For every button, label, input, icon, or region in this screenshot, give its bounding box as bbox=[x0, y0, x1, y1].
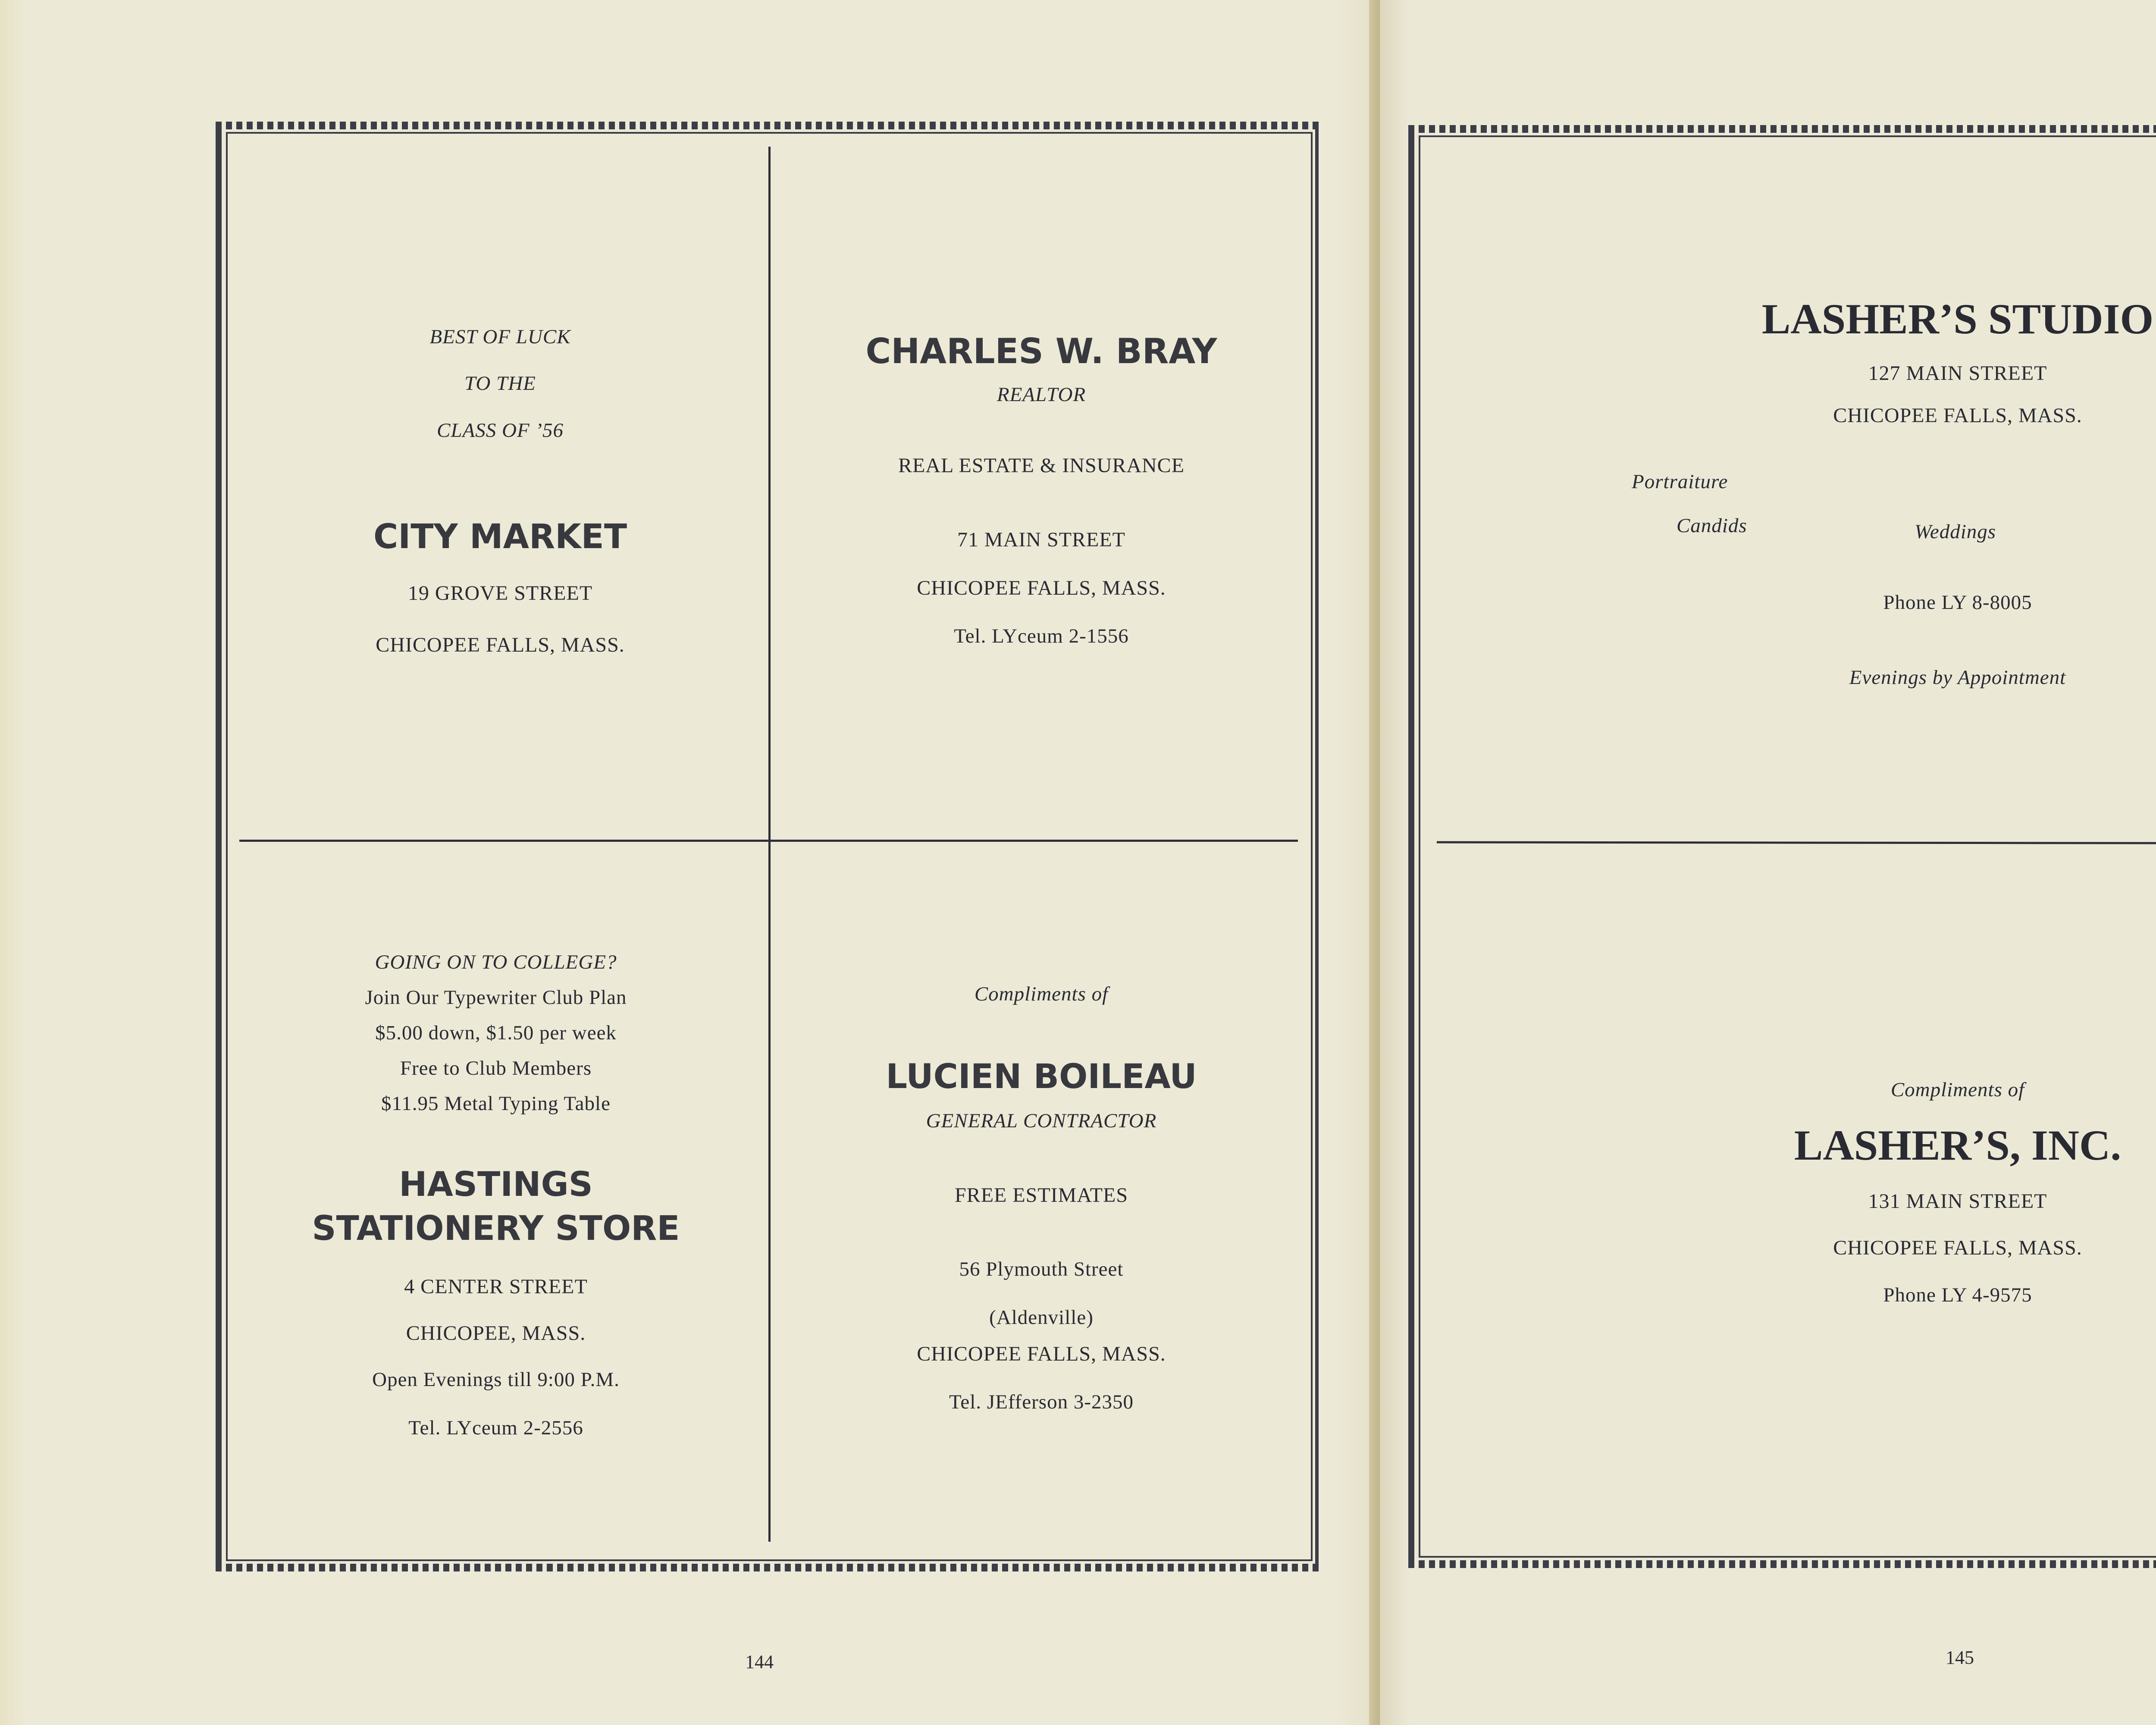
ad-heading: GOING ON TO COLLEGE? bbox=[375, 951, 617, 973]
greeting-line: BEST OF LUCK bbox=[429, 326, 571, 348]
services: REAL ESTATE & INSURANCE bbox=[898, 454, 1185, 477]
street-address: 127 MAIN STREET bbox=[1868, 362, 2047, 385]
business-name: STATIONERY STORE bbox=[312, 1209, 680, 1248]
left-horizontal-divider bbox=[239, 840, 1298, 842]
business-name: LASHER’S, INC. bbox=[1794, 1121, 2122, 1169]
compliments-of: Compliments of bbox=[1890, 1079, 2025, 1101]
business-name: HASTINGS bbox=[399, 1165, 593, 1204]
greeting-line: TO THE bbox=[464, 372, 536, 395]
area: (Aldenville) bbox=[989, 1306, 1094, 1329]
left-vertical-divider bbox=[768, 147, 771, 1542]
street-address: 71 MAIN STREET bbox=[957, 528, 1125, 551]
telephone: Phone LY 8-8005 bbox=[1883, 591, 2032, 614]
service-candids: Candids bbox=[1677, 514, 1747, 537]
ad-text-line: $5.00 down, $1.50 per week bbox=[375, 1022, 617, 1044]
ad-text-line: Free to Club Members bbox=[400, 1057, 592, 1079]
business-name: CITY MARKET bbox=[373, 518, 627, 556]
compliments-of: Compliments of bbox=[974, 983, 1109, 1005]
business-hours: Open Evenings till 9:00 P.M. bbox=[372, 1368, 620, 1391]
street-address: 131 MAIN STREET bbox=[1868, 1190, 2047, 1213]
ad-text-line: $11.95 Metal Typing Table bbox=[381, 1092, 611, 1115]
offer: FREE ESTIMATES bbox=[954, 1184, 1128, 1207]
telephone: Tel. LYceum 2-1556 bbox=[954, 625, 1129, 647]
business-title: REALTOR bbox=[997, 383, 1086, 406]
telephone: Phone LY 4-9575 bbox=[1883, 1284, 2032, 1306]
street-address: 4 CENTER STREET bbox=[404, 1275, 588, 1298]
telephone: Tel. JEfferson 3-2350 bbox=[949, 1391, 1134, 1413]
city-address: CHICOPEE FALLS, MASS. bbox=[1833, 1236, 2082, 1259]
city-address: CHICOPEE, MASS. bbox=[406, 1322, 586, 1345]
street-address: 56 Plymouth Street bbox=[959, 1258, 1124, 1280]
city-address: CHICOPEE FALLS, MASS. bbox=[917, 577, 1166, 599]
city-address: CHICOPEE FALLS, MASS. bbox=[376, 634, 625, 656]
page-number: 145 bbox=[1946, 1647, 1974, 1668]
business-title: GENERAL CONTRACTOR bbox=[926, 1110, 1157, 1132]
business-name: CHARLES W. BRAY bbox=[865, 331, 1217, 371]
service-weddings: Weddings bbox=[1915, 521, 1996, 543]
business-name: LASHER’S STUDIO bbox=[1761, 295, 2154, 343]
right-page bbox=[1380, 0, 2156, 1725]
street-address: 19 GROVE STREET bbox=[407, 582, 593, 605]
city-address: CHICOPEE FALLS, MASS. bbox=[917, 1342, 1166, 1365]
city-address: CHICOPEE FALLS, MASS. bbox=[1833, 404, 2082, 427]
ad-text-line: Join Our Typewriter Club Plan bbox=[365, 986, 627, 1009]
page-number: 144 bbox=[745, 1651, 774, 1672]
service-portraiture: Portraiture bbox=[1632, 470, 1728, 493]
business-name: LUCIEN BOILEAU bbox=[886, 1057, 1197, 1096]
business-hours: Evenings by Appointment bbox=[1849, 666, 2066, 689]
greeting-line: CLASS OF ’56 bbox=[437, 419, 564, 442]
telephone: Tel. LYceum 2-2556 bbox=[408, 1417, 583, 1439]
